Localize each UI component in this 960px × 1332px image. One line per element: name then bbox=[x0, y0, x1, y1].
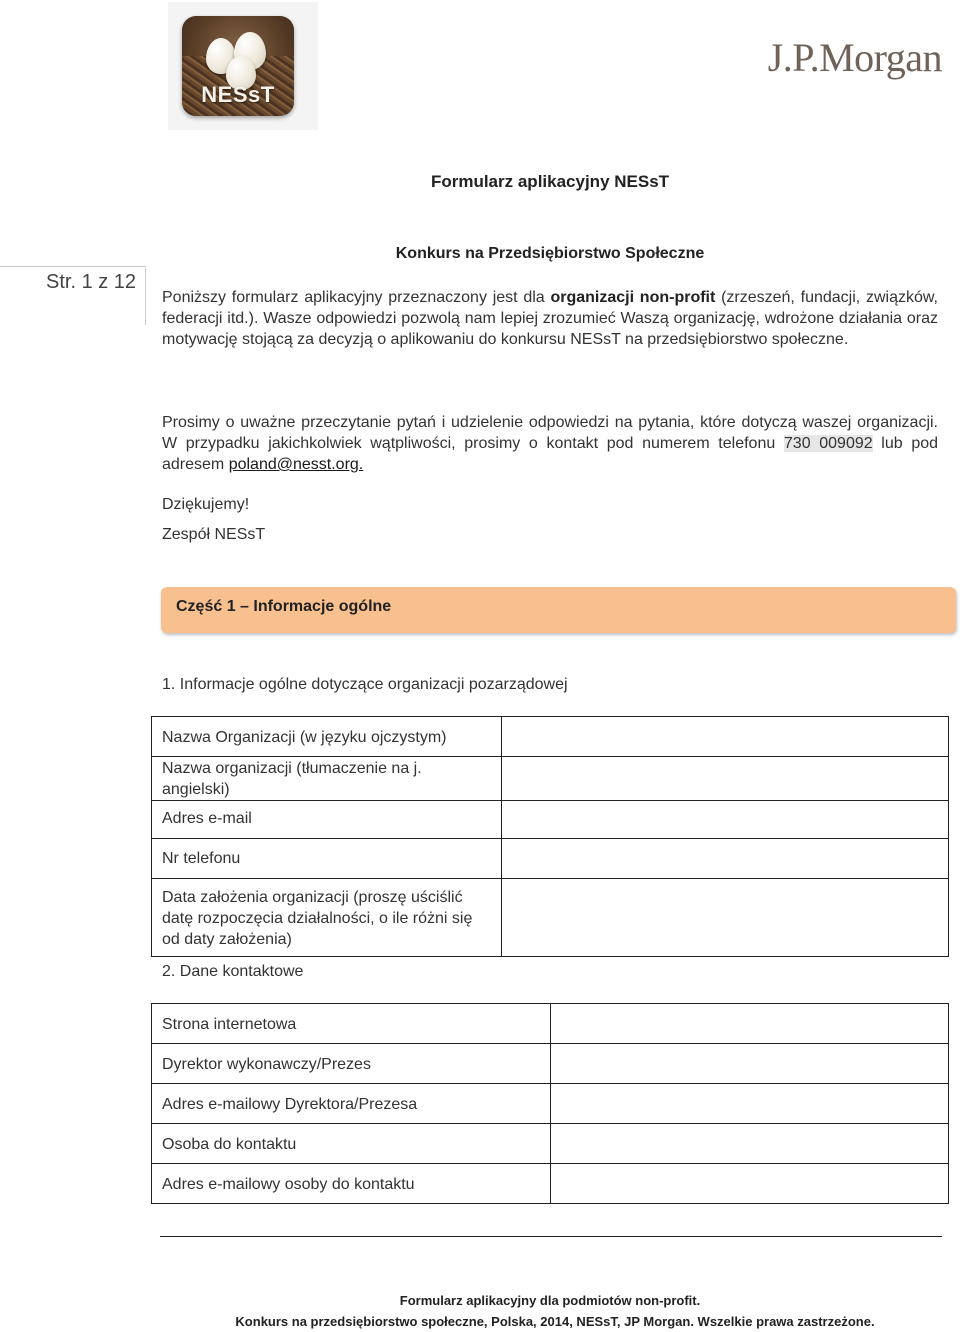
footer-divider bbox=[160, 1236, 942, 1237]
thanks-text: Dziękujemy! bbox=[162, 496, 250, 513]
document-title: Formularz aplikacyjny NESsT bbox=[430, 172, 670, 191]
intro-bold: organizacji non-profit bbox=[550, 289, 716, 306]
table-row bbox=[152, 839, 949, 879]
field-label: Osoba do kontaktu bbox=[152, 1124, 551, 1164]
table-row bbox=[152, 1124, 949, 1164]
contact-info-table bbox=[151, 1003, 949, 1204]
field-label: Adres e-mail bbox=[152, 801, 502, 839]
table-row bbox=[152, 757, 949, 801]
footer-line-1: Formularz aplikacyjny dla podmiotów non-profit. bbox=[399, 1293, 701, 1308]
table-row bbox=[152, 717, 949, 757]
phone-number: 730 009092 bbox=[783, 435, 873, 452]
intro-text: Poniższy formularz aplikacyjny przeznaczony jest dla bbox=[162, 289, 551, 306]
phone-input[interactable] bbox=[502, 839, 949, 879]
field-label: Adres e-mailowy Dyrektora/Prezesa bbox=[152, 1084, 551, 1124]
section-header bbox=[161, 587, 956, 633]
table-row bbox=[152, 1004, 949, 1044]
table-row bbox=[152, 1044, 949, 1084]
field-label: Data założenia organizacji (proszę uściślić datę rozpoczęcia działalności, o ile różni się od daty założenia) bbox=[152, 879, 502, 957]
footer-line-2: Konkurs na przedsiębiorstwo społeczne, Polska, 2014, NESsT, JP Morgan. Wszelkie prawa zastrzeżone. bbox=[235, 1314, 875, 1329]
page-number: Str. 1 z 12 bbox=[46, 271, 137, 293]
director-email-input[interactable] bbox=[551, 1084, 949, 1124]
organization-info-table bbox=[151, 716, 949, 957]
logo-text: NESsT bbox=[201, 82, 275, 107]
question-1-label: 1. Informacje ogólne dotyczące organizacji pozarządowej bbox=[162, 676, 568, 693]
table-row bbox=[152, 879, 949, 957]
table-row bbox=[152, 1164, 949, 1204]
website-input[interactable] bbox=[551, 1004, 949, 1044]
request-text: Prosimy o uważne przeczytanie pytań i udzielenie odpowiedzi na pytania, które dotyczą waszej organizacji. W przypadku jakichkolwiek wątpliwości, prosimy o kontakt pod numerem telefonu bbox=[162, 414, 938, 452]
field-label: Nr telefonu bbox=[152, 839, 502, 879]
jp-morgan-logo: J.P.Morgan bbox=[767, 35, 942, 80]
request-text-cont: lub pod adresem bbox=[162, 435, 939, 473]
document-subtitle: Konkurs na Przedsiębiorstwo Społeczne bbox=[395, 245, 705, 262]
table-row bbox=[152, 1084, 949, 1124]
org-name-english-input[interactable] bbox=[502, 757, 949, 801]
intro-text-cont: (zrzeszeń, fundacji, związków, federacji itd.). Wasze odpowiedzi pozwolą nam lepiej zrozumieć Waszą organizację, wdrożone działania oraz motywację stojącą za decyzją o aplikowaniu do konkursu NESsT na przedsiębiorstwo społeczne. bbox=[162, 289, 939, 348]
founding-date-input[interactable] bbox=[502, 879, 949, 957]
section-title: Część 1 – Informacje ogólne bbox=[176, 598, 392, 615]
field-label: Strona internetowa bbox=[152, 1004, 551, 1044]
nest-eggs-image bbox=[182, 16, 294, 116]
request-paragraph bbox=[162, 412, 938, 475]
field-label: Adres e-mailowy osoby do kontaktu bbox=[152, 1164, 551, 1204]
team-signature: Zespół NESsT bbox=[162, 526, 266, 543]
email-link[interactable]: poland@nesst.org. bbox=[228, 456, 364, 473]
field-label: Nazwa organizacji (tłumaczenie na j. angielski) bbox=[152, 757, 502, 801]
intro-paragraph bbox=[162, 287, 938, 350]
nesst-logo bbox=[168, 2, 318, 130]
page-indicator bbox=[0, 266, 146, 325]
director-input[interactable] bbox=[551, 1044, 949, 1084]
table-row bbox=[152, 801, 949, 839]
field-label: Dyrektor wykonawczy/Prezes bbox=[152, 1044, 551, 1084]
email-input[interactable] bbox=[502, 801, 949, 839]
contact-email-input[interactable] bbox=[551, 1164, 949, 1204]
contact-person-input[interactable] bbox=[551, 1124, 949, 1164]
question-2-label: 2. Dane kontaktowe bbox=[162, 963, 304, 980]
org-name-native-input[interactable] bbox=[502, 717, 949, 757]
field-label: Nazwa Organizacji (w języku ojczystym) bbox=[152, 717, 502, 757]
